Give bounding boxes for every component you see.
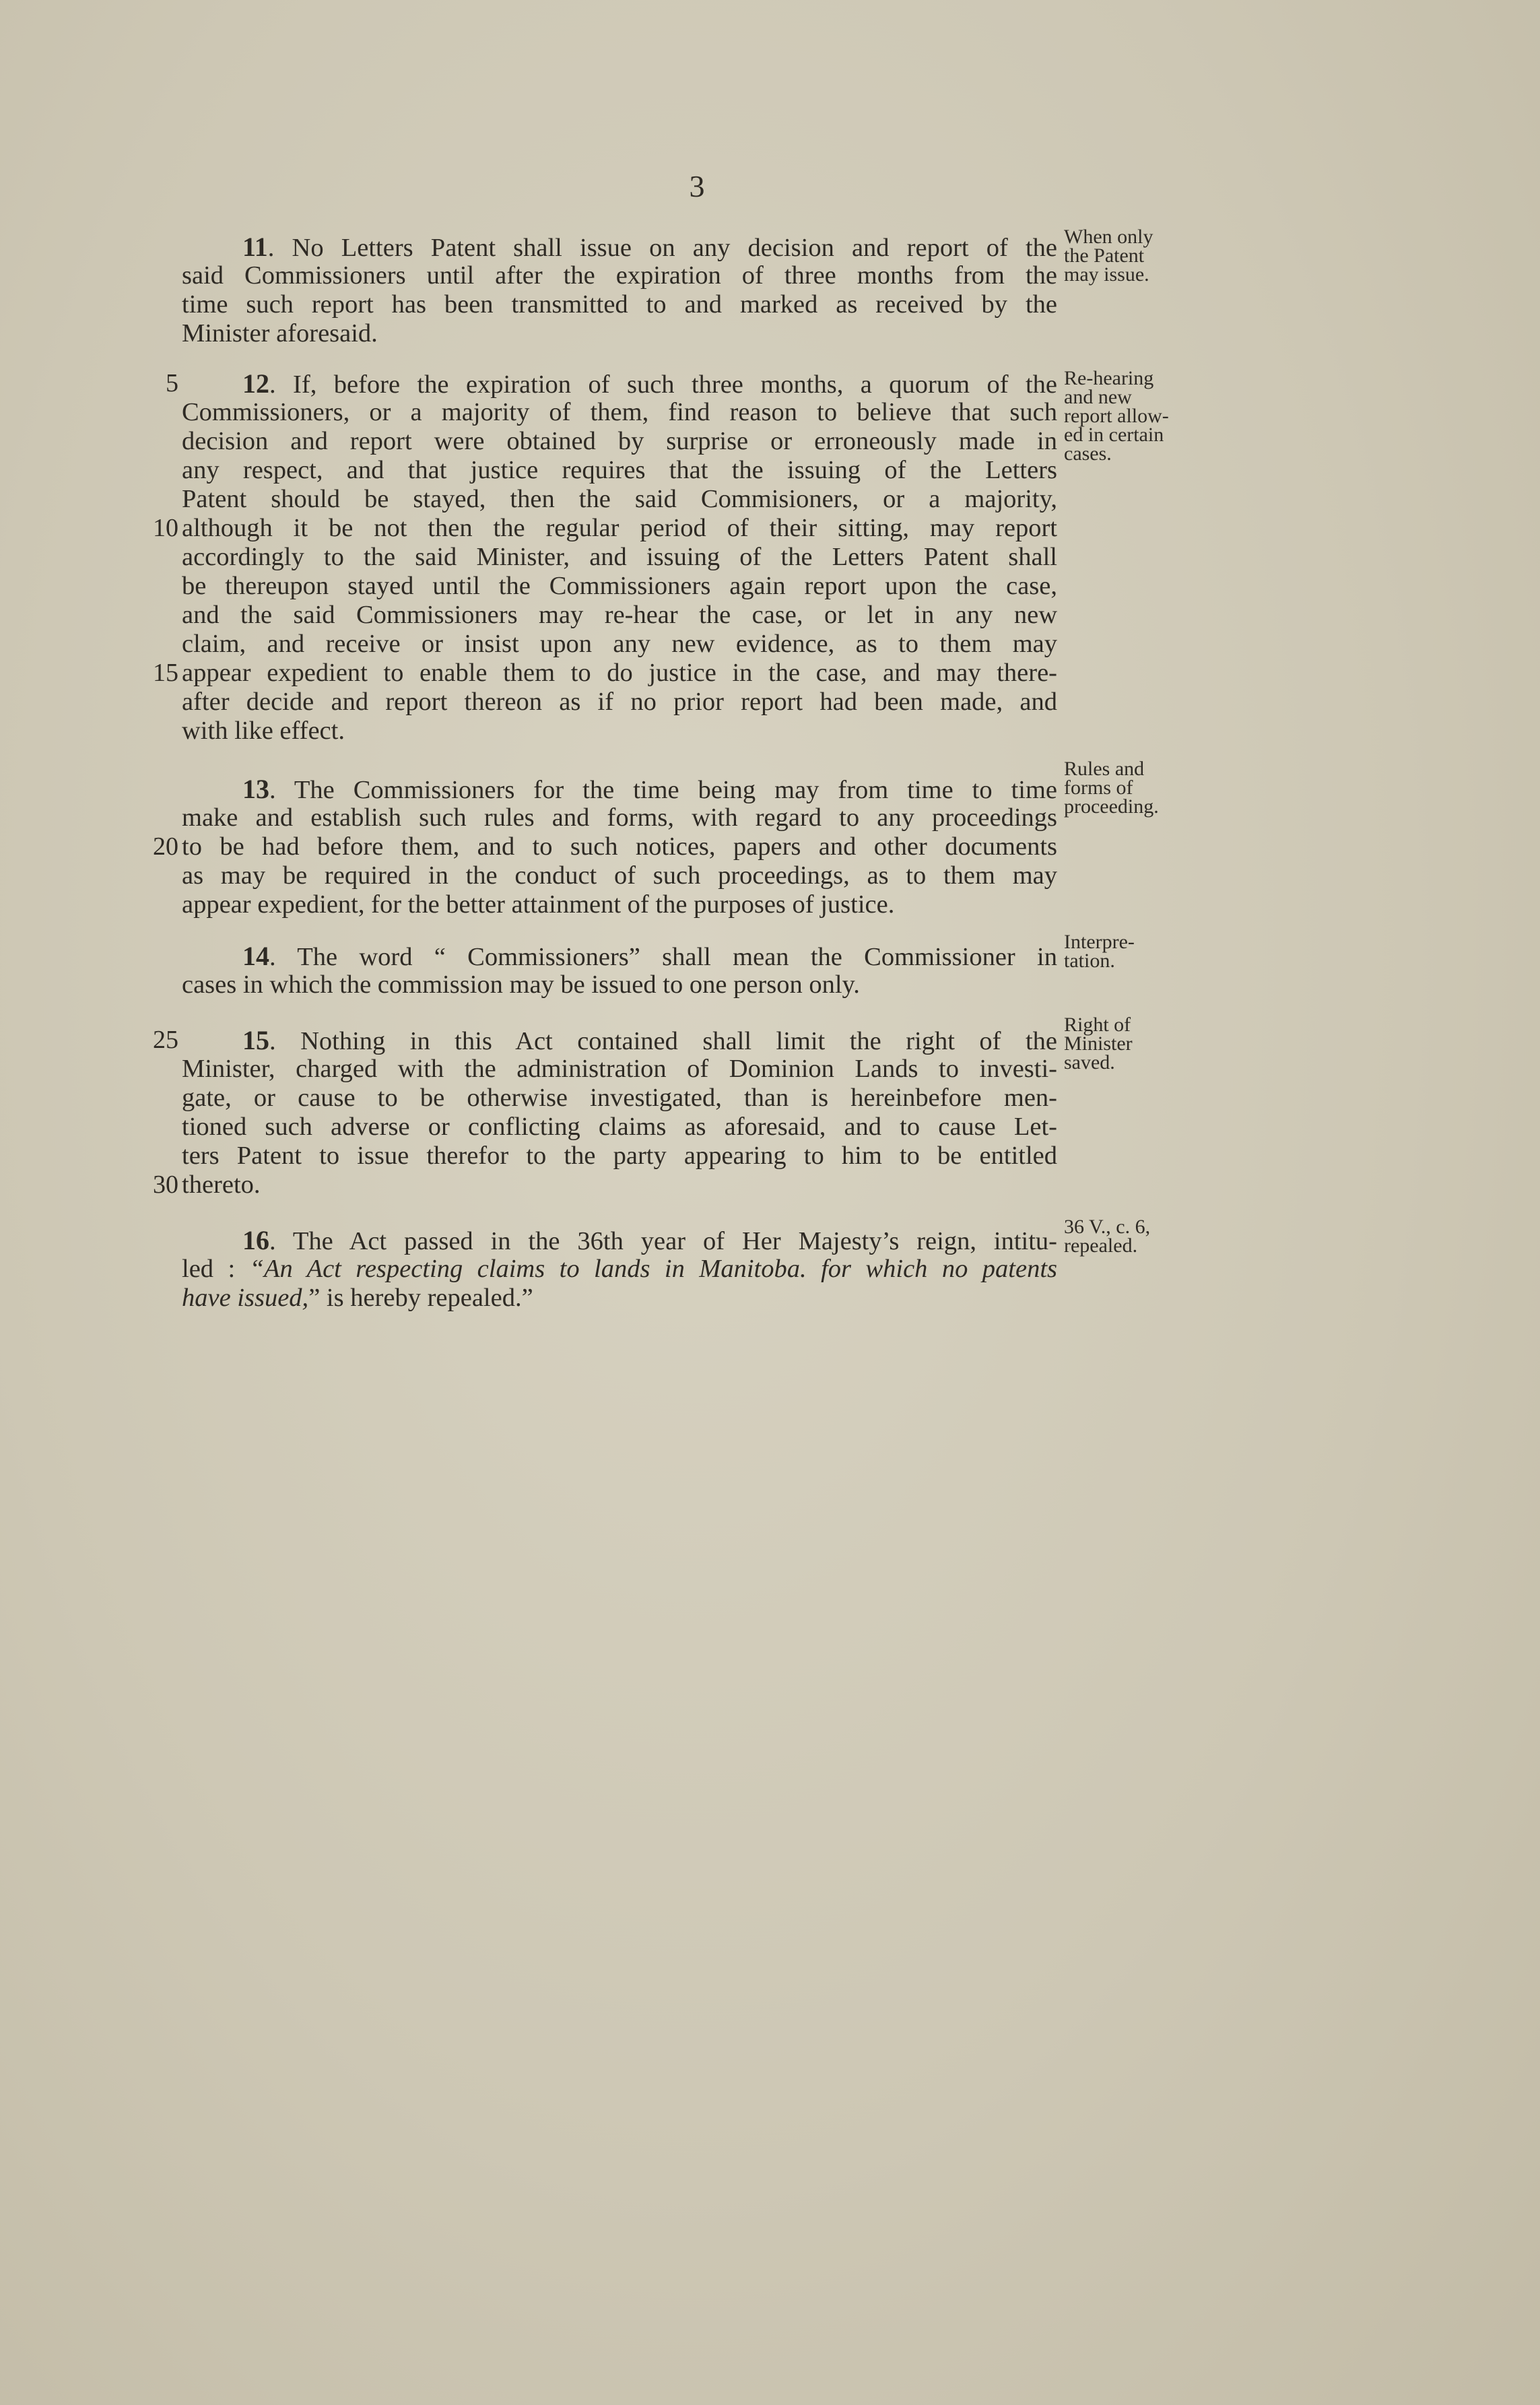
section-number: 15	[242, 1025, 269, 1055]
section-12	[182, 369, 1057, 746]
page-number: 3	[689, 169, 705, 203]
text-line	[182, 1255, 1057, 1284]
margin-note-15	[1064, 1016, 1212, 1072]
margin-note-line: tation.	[1064, 950, 1115, 972]
text-line: said Commissioners until after the expiration of three months from the	[182, 261, 1057, 290]
margin-note-16	[1064, 1218, 1212, 1255]
text-line: and the said Commissioners may re-hear the case, or let in any new	[182, 601, 1057, 629]
margin-note-line: saved.	[1064, 1051, 1115, 1074]
line-text: . The word “ Commissioners” shall mean the Commissioner in	[269, 943, 1057, 971]
text-line: claim, and receive or insist upon any new evidence, as to them may	[182, 630, 1057, 658]
text-line: thereto.	[182, 1171, 261, 1199]
text-line: cases in which the commission may be issued to one person only.	[182, 970, 860, 999]
line-text: ” is hereby repealed.”	[308, 1284, 533, 1312]
text-line: accordingly to the said Minister, and issuing of the Letters Patent shall	[182, 543, 1057, 571]
text-line: ters Patent to issue therefor to the party appearing to him to be entitled	[182, 1142, 1057, 1170]
line-text: led :	[182, 1255, 250, 1283]
line-text: . The Act passed in the 36th year of Her Majesty’s reign, intitu-	[269, 1227, 1057, 1255]
section-number: 13	[242, 774, 269, 804]
text-line: Minister aforesaid.	[182, 319, 378, 348]
margin-note-line: Interpre-	[1064, 931, 1135, 953]
margin-note-line: ed in certain	[1064, 424, 1164, 446]
section-number: 12	[242, 368, 269, 399]
text-line	[182, 1284, 1057, 1313]
margin-note-line: Re-hearing	[1064, 367, 1154, 389]
text-line: time such report has been transmitted to and marked as received by the	[182, 290, 1057, 319]
section-16	[182, 1226, 1057, 1313]
text-line: tioned such adverse or conflicting claims as aforesaid, and to cause Let-	[182, 1113, 1057, 1141]
margin-note-line: proceeding.	[1064, 795, 1159, 818]
line-number: 30	[153, 1171, 178, 1199]
section-number: 14	[242, 941, 269, 971]
line-number: 5	[166, 369, 178, 397]
text-line: as may be required in the conduct of such proceedings, as to them may	[182, 861, 1057, 890]
margin-note-12	[1064, 369, 1212, 463]
text-line: with like effect.	[182, 717, 345, 745]
text-line	[182, 369, 1057, 398]
text-line: appear expedient, for the better attainment of the purposes of justice.	[182, 890, 895, 919]
line-number: 15	[153, 659, 178, 687]
text-line: to be had before them, and to such notices, papers and other documents	[182, 832, 1057, 861]
line-number: 10	[153, 514, 178, 542]
margin-note-line: 36 V., c. 6,	[1064, 1216, 1151, 1238]
act-title-end: have issued,	[182, 1284, 309, 1312]
text-line: Patent should be stayed, then the said Commisioners, or a majority,	[182, 485, 1057, 513]
text-line: decision and report were obtained by surprise or erroneously made in	[182, 427, 1057, 455]
section-11	[182, 232, 1057, 348]
text-line: Minister, charged with the administration of Dominion Lands to investi-	[182, 1055, 1057, 1083]
line-text: . Nothing in this Act contained shall limit the right of the	[269, 1027, 1057, 1055]
margin-note-line: Right of	[1064, 1014, 1131, 1036]
margin-note-line: Minister	[1064, 1032, 1133, 1055]
text-line: any respect, and that justice requires that the issuing of the Letters	[182, 456, 1057, 484]
text-line: make and establish such rules and forms, with regard to any proceedings	[182, 803, 1057, 832]
text-line: although it be not then the regular period of their sitting, may report	[182, 514, 1057, 542]
section-14	[182, 942, 1057, 999]
margin-note-line: report allow-	[1064, 405, 1169, 427]
text-line	[182, 942, 1057, 970]
act-title: “An Act respecting claims to lands in Manitoba. for which no patents	[249, 1255, 1058, 1283]
text-line: be thereupon stayed until the Commissioners again report upon the case,	[182, 572, 1057, 600]
text-line	[182, 1026, 1057, 1055]
section-13	[182, 775, 1057, 919]
text-line: after decide and report thereon as if no prior report had been made, and	[182, 688, 1057, 716]
line-text: . No Letters Patent shall issue on any decision and report of the	[267, 234, 1057, 262]
section-15	[182, 1026, 1057, 1199]
margin-note-line: repealed.	[1064, 1234, 1138, 1257]
margin-note-line: Rules and	[1064, 758, 1145, 780]
margin-note-line: the Patent	[1064, 244, 1145, 267]
section-number: 11	[242, 232, 268, 262]
text-line: gate, or cause to be otherwise investigated, than is hereinbefore men-	[182, 1084, 1057, 1112]
margin-note-line: forms of	[1064, 777, 1133, 799]
line-number: 20	[153, 832, 178, 861]
line-text: . The Commissioners for the time being may from time to time	[269, 776, 1057, 804]
margin-note-line: may issue.	[1064, 263, 1149, 286]
text-line	[182, 775, 1057, 803]
margin-note-14	[1064, 933, 1212, 970]
line-text: . If, before the expiration of such three months, a quorum of the	[269, 370, 1057, 399]
margin-note-line: When only	[1064, 226, 1153, 248]
line-number: 25	[153, 1026, 178, 1054]
text-line: Commissioners, or a majority of them, find reason to believe that such	[182, 398, 1057, 426]
text-line	[182, 1226, 1057, 1255]
section-number: 16	[242, 1225, 269, 1255]
text-line	[182, 232, 1057, 261]
margin-note-13	[1064, 760, 1212, 816]
margin-note-line: cases.	[1064, 442, 1112, 465]
margin-note-line: and new	[1064, 386, 1132, 408]
margin-note-11	[1064, 228, 1212, 284]
text-line: appear expedient to enable them to do justice in the case, and may there-	[182, 659, 1057, 687]
